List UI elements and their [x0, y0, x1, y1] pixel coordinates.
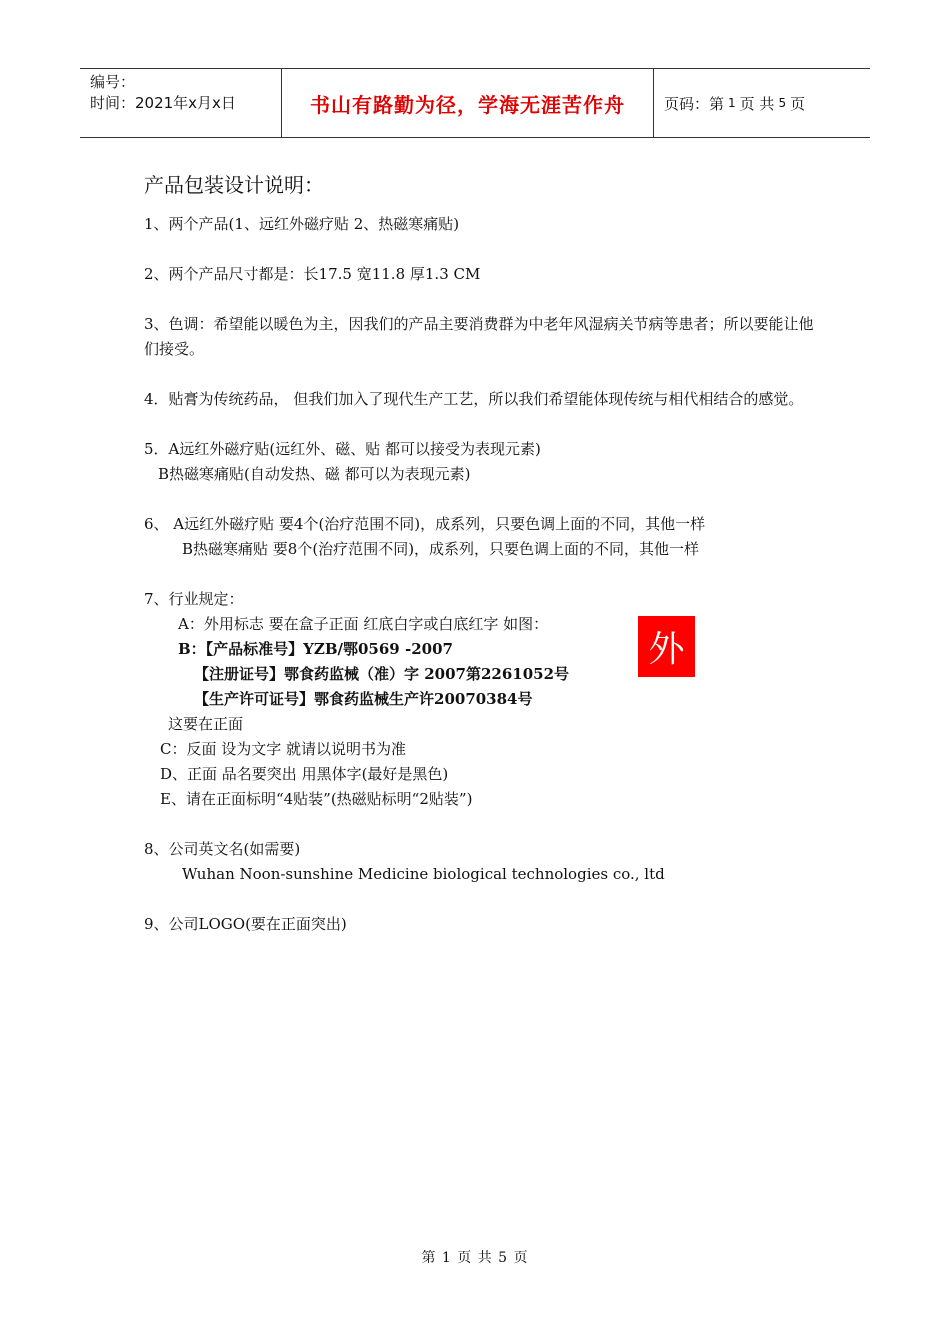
page-footer: 第 1 页 共 5 页	[421, 1250, 529, 1266]
item-5a: 5．A远红外磁疗贴(远红外、磁、贴 都可以接受为表现元素)	[144, 440, 541, 458]
motto-text: 书山有路勤为径，学海无涯苦作舟	[310, 92, 625, 117]
document-title: 产品包装设计说明：	[144, 173, 324, 197]
page-current: 1	[728, 96, 736, 110]
item-7b3: 【生产许可证号】鄂食药监械生产许20070384号	[194, 690, 533, 708]
document-body	[144, 170, 824, 937]
item-9: 9、公司LOGO(要在正面突出)	[144, 915, 347, 933]
header-motto-cell	[282, 69, 654, 137]
header-page-number	[654, 69, 870, 137]
item-7: 7、行业规定：	[144, 590, 244, 608]
item-7a: A：外用标志 要在盒子正面 红底白字或白底红字 如图：	[178, 615, 549, 633]
page-header	[80, 68, 870, 138]
item-4: 4．贴膏为传统药品， 但我们加入了现代生产工艺，所以我们希望能体现传统与相代相结合的感觉。	[144, 390, 804, 408]
item-6a: 6、 A远红外磁疗贴 要4个(治疗范围不同)，成系列，只要色调上面的不同，其他一样	[144, 515, 706, 533]
item-7b1: B：【产品标准号】YZB/鄂0569 -2007	[178, 640, 453, 658]
item-7d: D、正面 品名要突出 用黑体字(最好是黑色)	[160, 765, 449, 783]
item-3: 3、色调：希望能以暖色为主，因我们的产品主要消费群为中老年风湿病关节病等患者；所以要能让他们接受。	[144, 315, 814, 358]
page-total: 5	[778, 96, 787, 110]
item-7b4: 这要在正面	[168, 715, 244, 733]
header-meta	[80, 69, 282, 137]
external-use-badge: 外	[638, 616, 695, 677]
page-prefix: 页码：第	[664, 94, 725, 113]
item-1: 1、两个产品(1、远红外磁疗贴 2、热磁寒痛贴)	[144, 215, 460, 233]
page-suffix: 页	[790, 94, 806, 113]
item-5b: B热磁寒痛贴(自动发热、磁 都可以为表现元素)	[158, 465, 471, 483]
item-2: 2、两个产品尺寸都是：长17.5 宽11.8 厚1.3 CM	[144, 265, 481, 283]
item-7b2: 【注册证号】鄂食药监械（准）字 2007第2261052号	[194, 665, 570, 683]
item-7c: C：反面 设为文字 就请以说明书为准	[160, 740, 407, 758]
time-label: 时间：2021年x月x日	[90, 94, 236, 112]
item-8-english-name: Wuhan Noon-sunshine Medicine biological technologies co., ltd	[182, 865, 665, 883]
item-6b: B热磁寒痛贴 要8个(治疗范围不同)，成系列，只要色调上面的不同，其他一样	[182, 540, 700, 558]
item-8: 8、公司英文名(如需要)	[144, 840, 301, 858]
item-7e: E、请在正面标明“4贴装”(热磁贴标明“2贴装”)	[160, 790, 473, 808]
number-label: 编号：	[90, 73, 136, 91]
page-mid: 页 共	[739, 94, 775, 113]
